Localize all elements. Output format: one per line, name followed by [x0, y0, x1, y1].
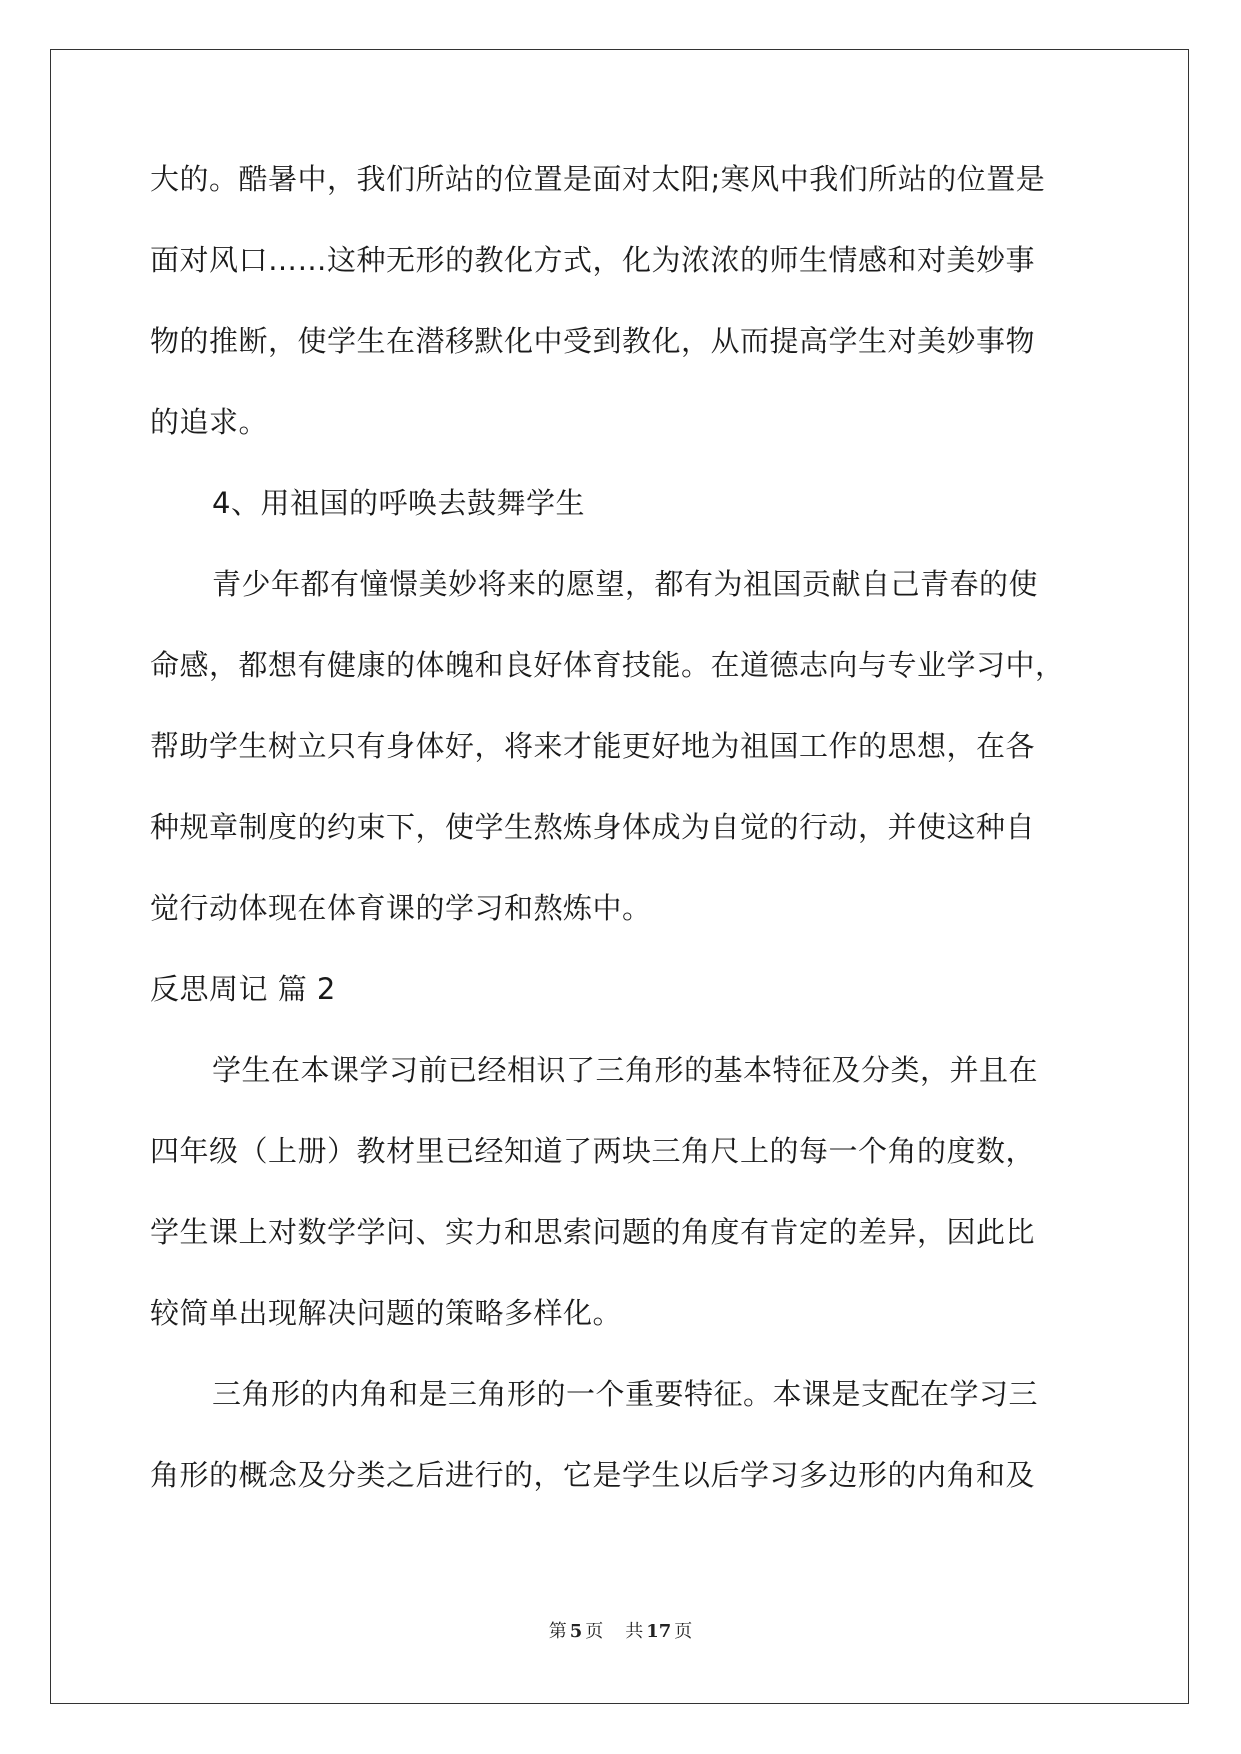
section-heading: 4、用祖国的呼唤去鼓舞学生: [212, 486, 585, 520]
page-number: 5: [569, 1621, 583, 1642]
paragraph-line: 角形的概念及分类之后进行的，它是学生以后学习多边形的内角和及: [150, 1458, 1036, 1492]
paragraph-line: 大的。酷暑中，我们所站的位置是面对太阳;寒风中我们所站的位置是: [150, 162, 1046, 196]
page-footer: [0, 1620, 1241, 1644]
total-pages: 17: [646, 1621, 672, 1642]
page-prefix: 第: [548, 1621, 567, 1642]
paragraph-line: 种规章制度的约束下，使学生熬炼身体成为自觉的行动，并使这种自: [150, 810, 1036, 844]
paragraph-line: 觉行动体现在体育课的学习和熬炼中。: [150, 891, 652, 925]
article-title: 反思周记 篇 2: [150, 972, 336, 1006]
paragraph-line: 学生课上对数学学问、实力和思索问题的角度有肯定的差异，因此比: [150, 1215, 1036, 1249]
page-suffix: 页: [585, 1621, 604, 1642]
paragraph-line: 四年级（上册）教材里已经知道了两块三角尺上的每一个角的度数，: [150, 1134, 1036, 1168]
total-prefix: 共: [625, 1621, 644, 1642]
paragraph-line: 三角形的内角和是三角形的一个重要特征。本课是支配在学习三: [212, 1377, 1039, 1411]
paragraph-line: 帮助学生树立只有身体好，将来才能更好地为祖国工作的思想，在各: [150, 729, 1036, 763]
paragraph-line: 的追求。: [150, 405, 269, 439]
paragraph-line: 物的推断，使学生在潜移默化中受到教化，从而提高学生对美妙事物: [150, 324, 1036, 358]
paragraph-line: 命感，都想有健康的体魄和良好体育技能。在道德志向与专业学习中，: [150, 648, 1065, 682]
paragraph-line: 青少年都有憧憬美妙将来的愿望，都有为祖国贡献自己青春的使: [212, 567, 1039, 601]
total-suffix: 页: [674, 1621, 693, 1642]
paragraph-line: 学生在本课学习前已经相识了三角形的基本特征及分类，并且在: [212, 1053, 1039, 1087]
paragraph-line: 面对风口……这种无形的教化方式，化为浓浓的师生情感和对美妙事: [150, 243, 1036, 277]
paragraph-line: 较简单出现解决问题的策略多样化。: [150, 1296, 623, 1330]
